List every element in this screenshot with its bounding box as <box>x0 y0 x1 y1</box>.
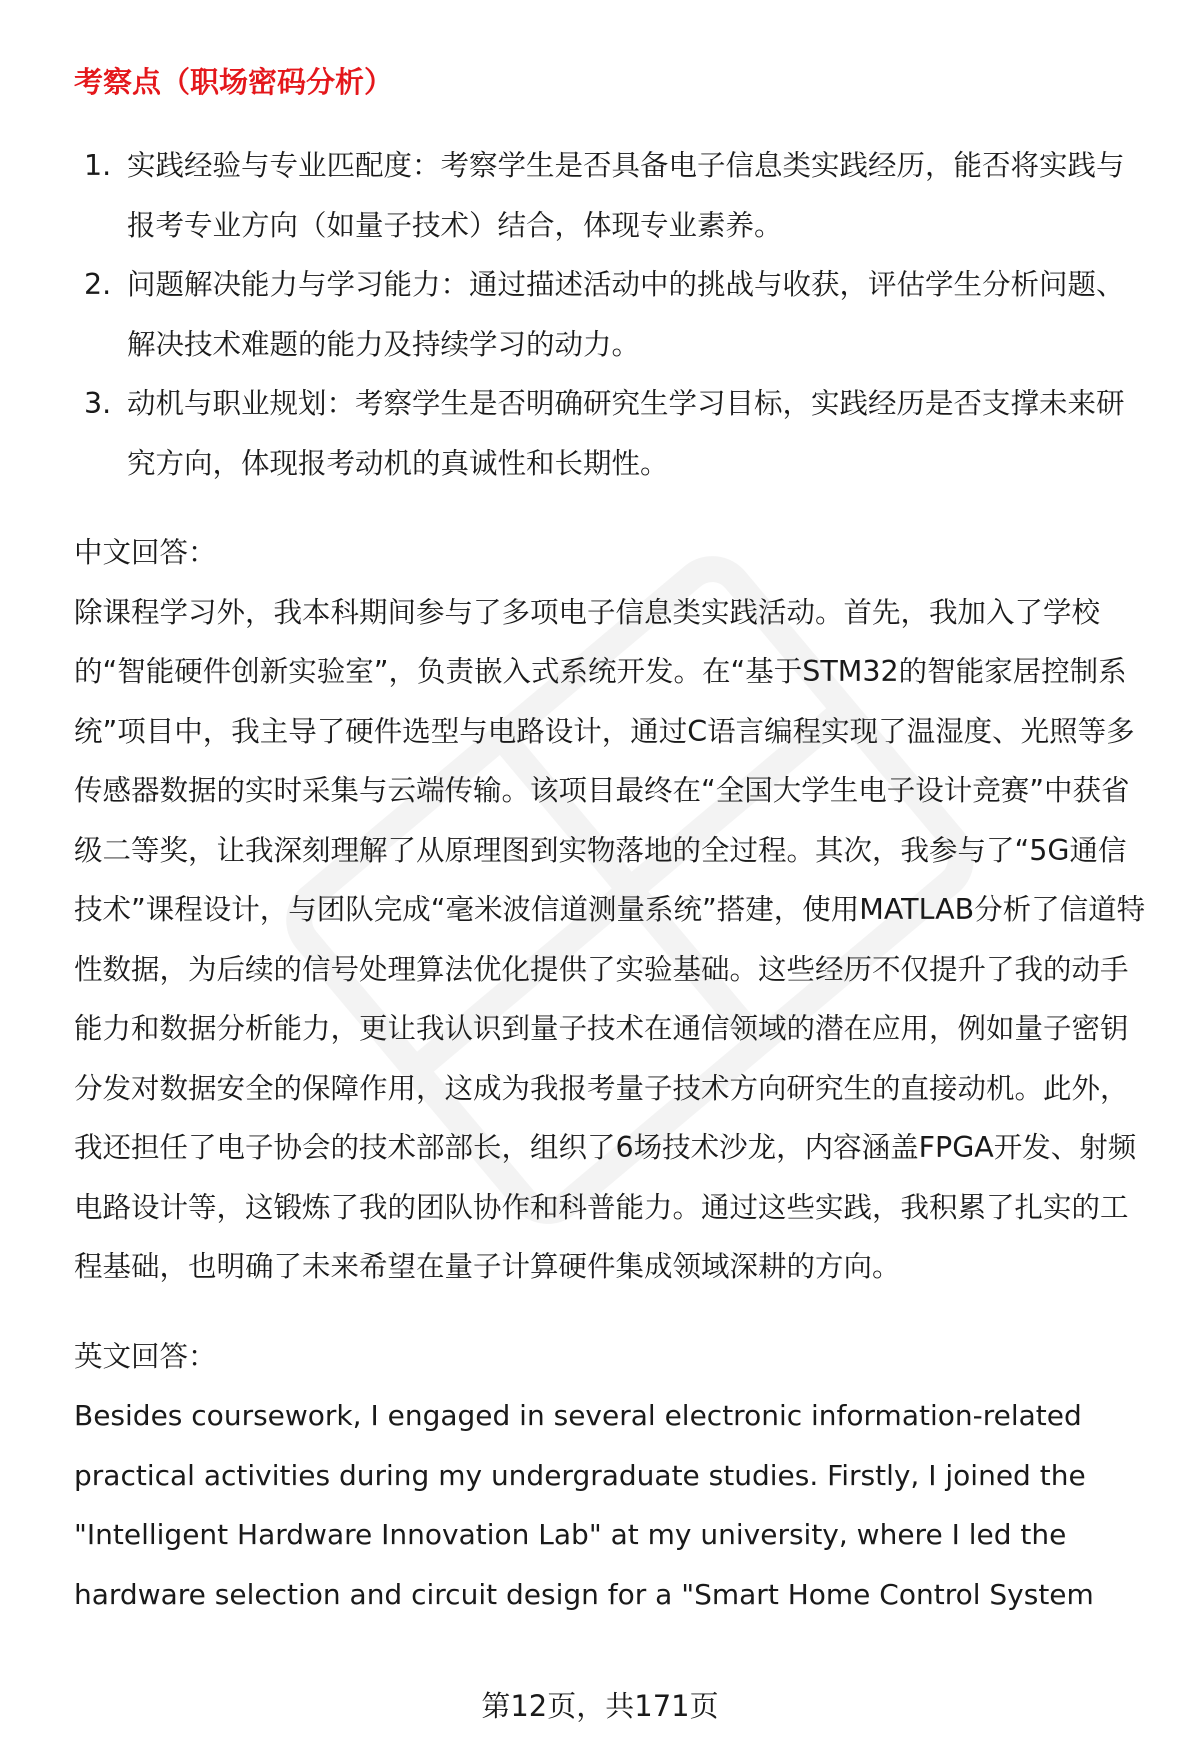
list-item <box>74 255 1152 374</box>
section-title: 考察点（职场密码分析） <box>74 65 394 99</box>
list-number: 1. <box>84 149 112 182</box>
list-number: 3. <box>84 387 112 420</box>
list-item <box>74 374 1152 493</box>
list-item-text: 实践经验与专业匹配度：考察学生是否具备电子信息类实践经历，能否将实践与报考专业方向（如量子技术）结合，体现专业素养。 <box>127 149 1125 242</box>
english-answer-heading: 英文回答： <box>74 1339 217 1373</box>
list-item <box>74 136 1152 255</box>
chinese-answer-text: 除课程学习外，我本科期间参与了多项电子信息类实践活动。首先，我加入了学校的“智能硬件创新实验室”，负责嵌入式系统开发。在“基于STM32的智能家居控制系统”项目中，我主导了硬件选型与电路设计，通过C语言编程实现了温湿度、光照等多传感器数据的实时采集与云端传输。该项目最终在“全国大学生电子设计竞赛”中获省级二等奖，让我深刻理解了从原理图到实物落地的全过程。其次，我参与了“5G通信技术”课程设计，与团队完成“毫米波信道测量系统”搭建，使用MATLAB分析了信道特性数据，为后续的信号处理算法优化提供了实验基础。这些经历不仅提升了我的动手能力和数据分析能力，更让我认识到量子技术在通信领域的潜在应用，例如量子密钥分发对数据安全的保障作用，这成为我报考量子技术方向研究生的直接动机。此外，我还担任了电子协会的技术部部长，组织了6场技术沙龙，内容涵盖FPGA开发、射频电路设计等，这锻炼了我的团队协作和科普能力。通过这些实践，我积累了扎实的工程基础，也明确了未来希望在量子计算硬件集成领域深耕的方向。 <box>74 595 1146 1283</box>
page-number-footer: 第12页，共171页 <box>481 1689 719 1723</box>
list-number: 2. <box>84 268 112 301</box>
chinese-answer-heading: 中文回答： <box>74 536 217 569</box>
analysis-points-list <box>74 136 1152 493</box>
english-answer-text: Besides coursework, I engaged in several electronic information-related practical activities during my undergraduate studies. Firstly, I joined the "Intelligent Hardware Innovation Lab" at my university, where I led the hardware selection and circuit design for a "Smart Home Control System <box>74 1399 1094 1611</box>
list-item-text: 问题解决能力与学习能力：通过描述活动中的挑战与收获，评估学生分析问题、解决技术难题的能力及持续学习的动力。 <box>127 268 1125 361</box>
list-item-text: 动机与职业规划：考察学生是否明确研究生学习目标，实践经历是否支撑未来研究方向，体现报考动机的真诚性和长期性。 <box>127 387 1125 480</box>
